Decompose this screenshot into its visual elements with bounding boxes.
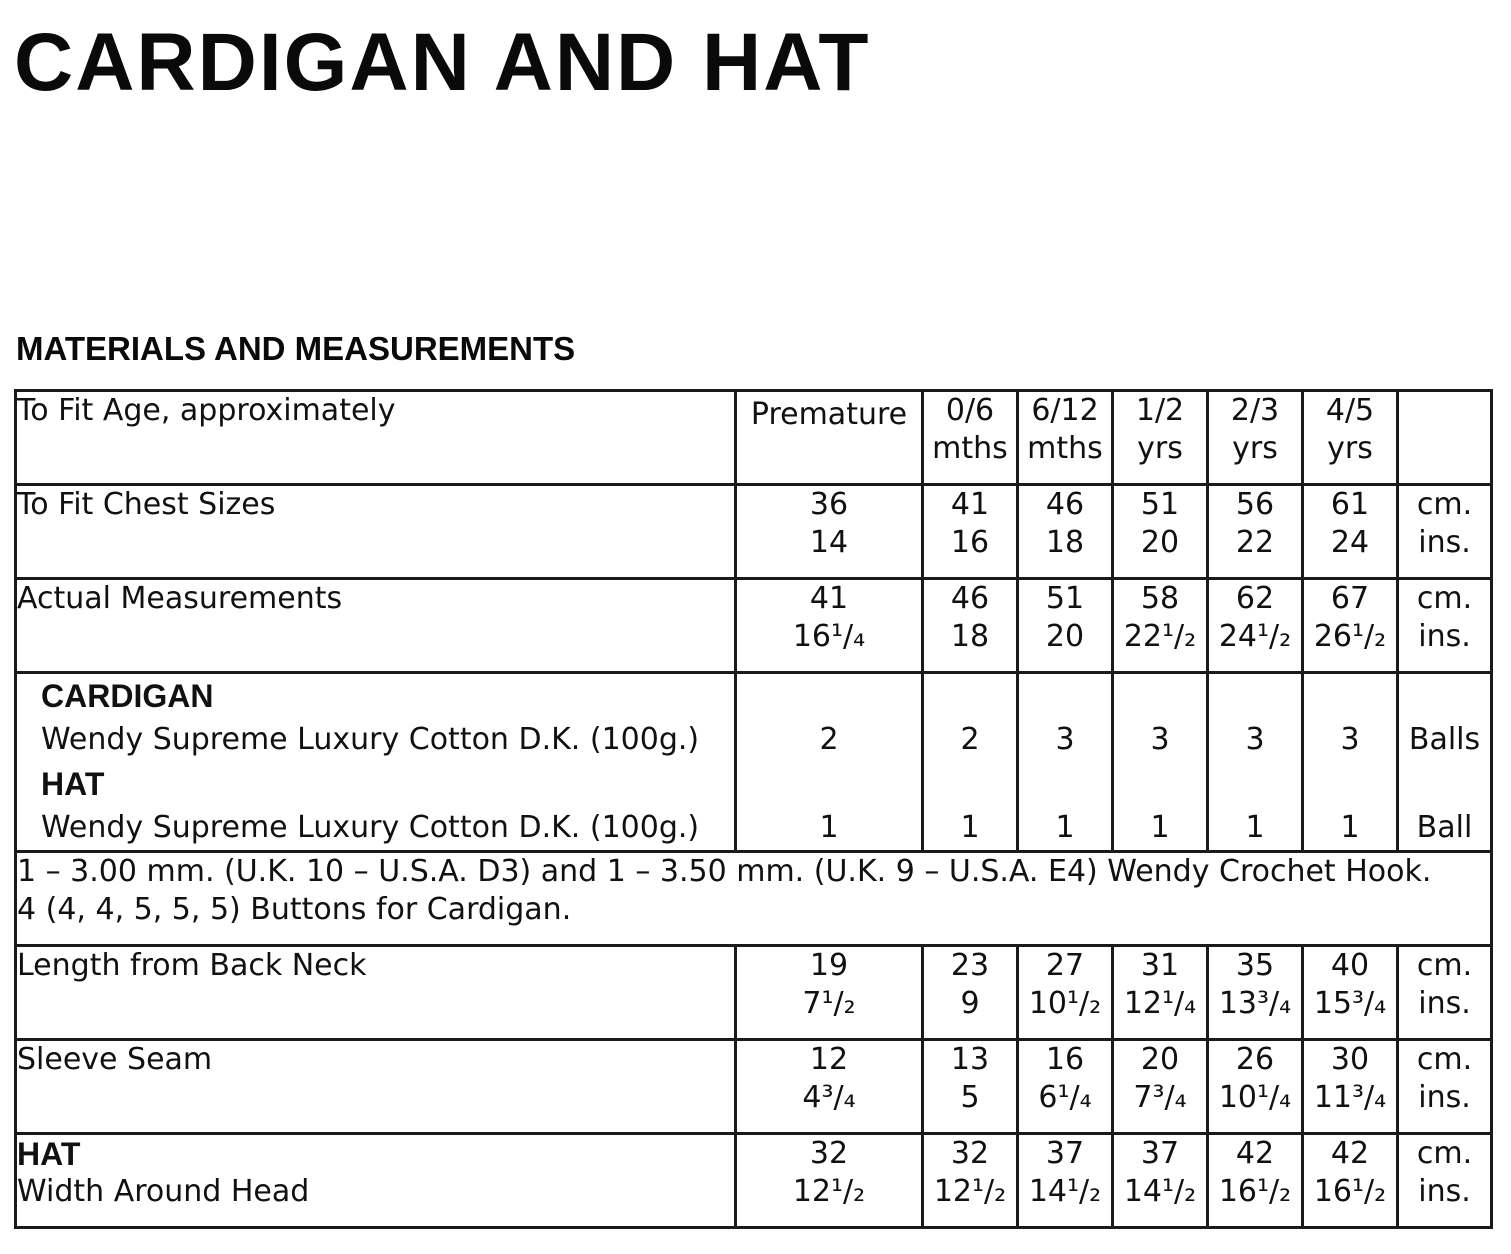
unit-ins: ins. [1418,1080,1471,1115]
cardigan-qty: 3 [1150,722,1170,757]
sleeve-cell [1208,1040,1303,1134]
yarn-label-cell [16,673,736,852]
actual-cell [736,579,923,673]
chest-cell [923,485,1018,579]
chest-cell [736,485,923,579]
chest-cell [1303,485,1398,579]
age-size-top: 1/2 [1135,393,1185,428]
actual-cm: 62 [1235,581,1275,616]
length-cm: 35 [1235,948,1275,983]
actual-cm: 41 [809,581,849,616]
unit-cell [1398,1040,1492,1134]
age-row [16,391,1492,485]
age-size-bottom: yrs [1137,431,1183,466]
sleeve-ins: 4³/₄ [802,1080,856,1115]
chest-ins: 14 [809,525,849,560]
length-ins: 15³/₄ [1313,986,1387,1021]
hat-heading: HAT [17,1136,81,1172]
age-size-cell [736,391,923,485]
head-cm: 42 [1235,1136,1275,1171]
length-cm: 40 [1330,948,1370,983]
row-label-head [16,1134,736,1228]
chest-cm: 46 [1045,487,1085,522]
sleeve-cell [736,1040,923,1134]
length-cm: 23 [950,948,990,983]
length-cell [1303,946,1398,1040]
chest-cm: 61 [1330,487,1370,522]
chest-cell [1113,485,1208,579]
length-cell [736,946,923,1040]
hat-yarn-text: Wendy Supreme Luxury Cotton D.K. (100g.) [41,810,700,845]
actual-ins: 20 [1045,619,1085,654]
age-size-cell [1303,391,1398,485]
row-label-length: Length from Back Neck [16,946,736,1040]
length-cm: 27 [1045,948,1085,983]
age-size-top: 2/3 [1230,393,1280,428]
actual-cell [1303,579,1398,673]
cardigan-qty: 2 [819,722,839,757]
sleeve-cm: 26 [1235,1042,1275,1077]
actual-ins: 22¹/₂ [1123,619,1197,654]
hat-qty: 1 [1245,810,1265,845]
sleeve-cell [1303,1040,1398,1134]
chest-ins: 24 [1330,525,1370,560]
cardigan-yarn-text: Wendy Supreme Luxury Cotton D.K. (100g.) [41,722,700,757]
unit-cm: cm. [1416,1042,1473,1077]
yarn-unit-cell [1398,673,1492,852]
length-cell [1208,946,1303,1040]
yarn-qty-cell [1208,673,1303,852]
actual-cell [1208,579,1303,673]
length-ins: 9 [960,986,980,1021]
sleeve-ins: 5 [960,1080,980,1115]
row-label-chest: To Fit Chest Sizes [16,485,736,579]
head-cell [923,1134,1018,1228]
age-size-cell [1113,391,1208,485]
hooks-row [16,852,1492,946]
age-size-bottom: yrs [1327,431,1373,466]
sleeve-cm: 16 [1045,1042,1085,1077]
length-cell [1113,946,1208,1040]
row-label-actual: Actual Measurements [16,579,736,673]
sleeve-cell [1113,1040,1208,1134]
cardigan-heading: CARDIGAN [41,678,214,714]
unit-cell [1398,946,1492,1040]
yarn-qty-cell [923,673,1018,852]
length-cell [923,946,1018,1040]
chest-cm: 51 [1140,487,1180,522]
empty-unit-cell [1398,391,1492,485]
age-size-bottom: Premature [750,397,908,432]
head-ins: 16¹/₂ [1313,1174,1387,1209]
actual-row [16,579,1492,673]
head-cm: 32 [809,1136,849,1171]
actual-cm: 51 [1045,581,1085,616]
head-cell [1208,1134,1303,1228]
sleeve-ins: 7³/₄ [1133,1080,1187,1115]
length-cm: 19 [809,948,849,983]
head-ins: 12¹/₂ [933,1174,1007,1209]
unit-cm: cm. [1416,948,1473,983]
unit-cm: cm. [1416,487,1473,522]
hat-qty: 1 [1340,810,1360,845]
actual-ins: 16¹/₄ [792,619,866,654]
chest-cell [1208,485,1303,579]
length-ins: 10¹/₂ [1028,986,1102,1021]
head-ins: 12¹/₂ [792,1174,866,1209]
head-cell [1113,1134,1208,1228]
actual-ins: 26¹/₂ [1313,619,1387,654]
row-label-age: To Fit Age, approximately [16,391,736,485]
age-size-bottom: yrs [1232,431,1278,466]
sleeve-cell [1018,1040,1113,1134]
hooks-line: 1 – 3.00 mm. (U.K. 10 – U.S.A. D3) and 1 – 3.50 mm. (U.K. 9 – U.S.A. E4) Wendy Crochet Hook. [17,854,1432,889]
length-ins: 13³/₄ [1218,986,1292,1021]
sleeve-cm: 30 [1330,1042,1370,1077]
head-ins: 16¹/₂ [1218,1174,1292,1209]
length-ins: 12¹/₄ [1123,986,1197,1021]
yarn-row [16,673,1492,852]
hat-unit: Ball [1416,810,1473,845]
section-title: MATERIALS AND MEASUREMENTS [16,330,576,367]
age-size-bottom: mths [932,431,1008,466]
hat-qty: 1 [1055,810,1075,845]
unit-cell [1398,485,1492,579]
cardigan-qty: 3 [1055,722,1075,757]
actual-cell [1113,579,1208,673]
unit-cm: cm. [1416,1136,1473,1171]
cardigan-qty: 2 [960,722,980,757]
head-cell [1018,1134,1113,1228]
actual-cm: 46 [950,581,990,616]
head-label: Width Around Head [17,1174,310,1209]
row-label-sleeve: Sleeve Seam [16,1040,736,1134]
head-cm: 42 [1330,1136,1370,1171]
chest-ins: 18 [1045,525,1085,560]
hat-qty: 1 [819,810,839,845]
age-size-cell [1018,391,1113,485]
length-cell [1018,946,1113,1040]
actual-cell [1018,579,1113,673]
yarn-qty-cell [1113,673,1208,852]
unit-cm: cm. [1416,581,1473,616]
actual-ins: 18 [950,619,990,654]
unit-cell [1398,579,1492,673]
chest-cm: 56 [1235,487,1275,522]
chest-row [16,485,1492,579]
head-cm: 37 [1045,1136,1085,1171]
cardigan-unit: Balls [1408,722,1481,757]
unit-ins: ins. [1418,986,1471,1021]
yarn-qty-cell [736,673,923,852]
chest-ins: 22 [1235,525,1275,560]
age-size-top: 6/12 [1031,393,1099,428]
materials-measurements-table [14,389,1493,1229]
hat-qty: 1 [960,810,980,845]
sleeve-cm: 20 [1140,1042,1180,1077]
page-title: CARDIGAN AND HAT [14,17,871,108]
unit-ins: ins. [1418,1174,1471,1209]
yarn-qty-cell [1303,673,1398,852]
sleeve-ins: 6¹/₄ [1038,1080,1092,1115]
actual-ins: 24¹/₂ [1218,619,1292,654]
length-cm: 31 [1140,948,1180,983]
chest-ins: 20 [1140,525,1180,560]
actual-cell [923,579,1018,673]
unit-cell [1398,1134,1492,1228]
age-size-bottom: mths [1027,431,1103,466]
head-ins: 14¹/₂ [1123,1174,1197,1209]
buttons-line: 4 (4, 4, 5, 5, 5) Buttons for Cardigan. [17,892,572,927]
chest-ins: 16 [950,525,990,560]
sleeve-cell [923,1040,1018,1134]
length-row [16,946,1492,1040]
hooks-cell [16,852,1492,946]
cardigan-qty: 3 [1245,722,1265,757]
head-row [16,1134,1492,1228]
yarn-qty-cell [1018,673,1113,852]
sleeve-cm: 12 [809,1042,849,1077]
chest-cell [1018,485,1113,579]
unit-ins: ins. [1418,619,1471,654]
age-size-cell [923,391,1018,485]
actual-cm: 58 [1140,581,1180,616]
head-cell [1303,1134,1398,1228]
age-size-top: 0/6 [945,393,995,428]
sleeve-row [16,1040,1492,1134]
chest-cm: 36 [809,487,849,522]
hat-qty: 1 [1150,810,1170,845]
age-size-top: 4/5 [1325,393,1375,428]
hat-heading: HAT [41,766,105,802]
head-cm: 37 [1140,1136,1180,1171]
sleeve-ins: 11³/₄ [1313,1080,1387,1115]
age-size-cell [1208,391,1303,485]
unit-ins: ins. [1418,525,1471,560]
head-ins: 14¹/₂ [1028,1174,1102,1209]
actual-cm: 67 [1330,581,1370,616]
cardigan-qty: 3 [1340,722,1360,757]
sleeve-cm: 13 [950,1042,990,1077]
sleeve-ins: 10¹/₄ [1218,1080,1292,1115]
length-ins: 7¹/₂ [802,986,856,1021]
head-cell [736,1134,923,1228]
head-cm: 32 [950,1136,990,1171]
chest-cm: 41 [950,487,990,522]
